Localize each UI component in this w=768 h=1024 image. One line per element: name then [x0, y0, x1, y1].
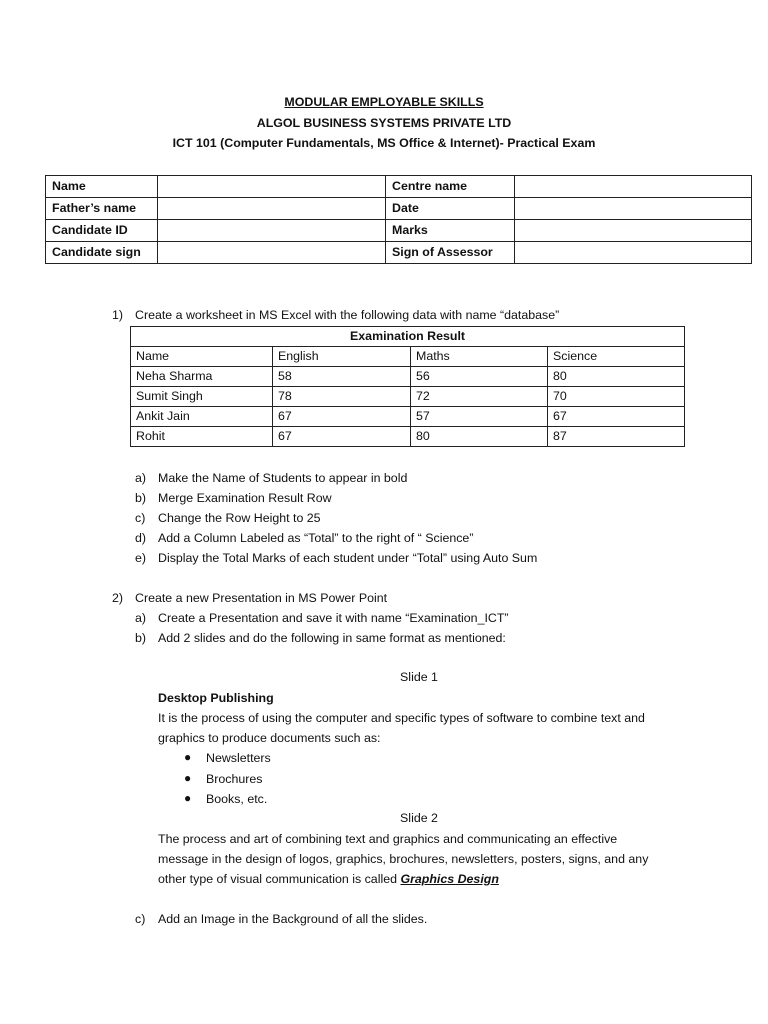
table-cell: Rohit [131, 427, 273, 447]
task-label: b) [135, 491, 147, 505]
slide-2-label: Slide 2 [400, 811, 438, 825]
table-cell: 87 [548, 427, 685, 447]
table-row [131, 407, 685, 427]
task-text: Create a Presentation and save it with name “Examination_ICT” [158, 611, 509, 625]
table-cell: 67 [548, 407, 685, 427]
task-text: Add an Image in the Background of all the slides. [158, 912, 428, 926]
info-label: Marks [386, 220, 515, 242]
table-cell: Neha Sharma [131, 367, 273, 387]
father-name-value-cell[interactable] [158, 198, 386, 220]
table-cell: Sumit Singh [131, 387, 273, 407]
table-title: Examination Result [131, 327, 685, 347]
table-cell: 70 [548, 387, 685, 407]
table-row [131, 427, 685, 447]
table-cell: 57 [411, 407, 548, 427]
question-text: Create a new Presentation in MS Power Point [135, 591, 388, 605]
info-label: Candidate sign [46, 242, 158, 264]
table-row [46, 198, 752, 220]
table-cell: Ankit Jain [131, 407, 273, 427]
info-label: Name [46, 176, 158, 198]
table-row [131, 387, 685, 407]
task-text: Display the Total Marks of each student under “Total” using Auto Sum [158, 551, 538, 565]
candidate-id-value-cell[interactable] [158, 220, 386, 242]
task-label: d) [135, 531, 147, 545]
table-cell: 72 [411, 387, 548, 407]
task-label: b) [135, 631, 147, 645]
centre-name-value-cell[interactable] [515, 176, 752, 198]
list-item: Books, etc. [206, 792, 268, 806]
table-cell: 67 [273, 407, 411, 427]
task-text: Add 2 slides and do the following in same format as mentioned: [158, 631, 506, 645]
table-cell: 67 [273, 427, 411, 447]
task-label: e) [135, 551, 147, 565]
task-label: c) [135, 511, 146, 525]
date-value-cell[interactable] [515, 198, 752, 220]
table-title-row [131, 327, 685, 347]
question-text: Create a worksheet in MS Excel with the following data with name “database” [135, 308, 560, 322]
question-number: 2) [112, 591, 124, 605]
slide-1-heading: Desktop Publishing [158, 691, 274, 705]
table-cell: 56 [411, 367, 548, 387]
table-cell: 78 [273, 387, 411, 407]
task-label: a) [135, 471, 147, 485]
info-label: Father’s name [46, 198, 158, 220]
name-value-cell[interactable] [158, 176, 386, 198]
header-title: MODULAR EMPLOYABLE SKILLS [284, 95, 484, 109]
table-row [46, 220, 752, 242]
table-cell: 80 [411, 427, 548, 447]
list-item: Newsletters [206, 751, 271, 765]
candidate-info-table [45, 175, 752, 264]
table-cell: 80 [548, 367, 685, 387]
task-text: Merge Examination Result Row [158, 491, 332, 505]
task-label: a) [135, 611, 147, 625]
slide-1-label: Slide 1 [400, 670, 438, 684]
slide-2-text: other type of visual communication is called [158, 872, 401, 886]
list-item: Brochures [206, 772, 263, 786]
table-row [46, 176, 752, 198]
slide-2-text: The process and art of combining text and graphics and communicating an effective [158, 832, 618, 846]
table-row [131, 367, 685, 387]
info-label: Date [386, 198, 515, 220]
marks-value-cell[interactable] [515, 220, 752, 242]
bullet-icon: ● [184, 750, 192, 764]
examination-result-table [130, 326, 685, 447]
header-company: ALGOL BUSINESS SYSTEMS PRIVATE LTD [256, 116, 512, 130]
column-header: Maths [411, 347, 548, 367]
table-cell: 58 [273, 367, 411, 387]
info-label: Sign of Assessor [386, 242, 515, 264]
bullet-icon: ● [184, 771, 192, 785]
info-label: Centre name [386, 176, 515, 198]
header-exam: ICT 101 (Computer Fundamentals, MS Office & Internet)- Practical Exam [172, 136, 596, 150]
task-text: Make the Name of Students to appear in bold [158, 471, 408, 485]
task-label: c) [135, 912, 146, 926]
task-text: Change the Row Height to 25 [158, 511, 321, 525]
column-header: Name [131, 347, 273, 367]
slide-2-text: message in the design of logos, graphics, brochures, newsletters, posters, signs, and any [158, 852, 649, 866]
slide-1-text: graphics to produce documents such as: [158, 731, 381, 745]
task-text: Add a Column Labeled as “Total” to the right of “ Science” [158, 531, 474, 545]
question-number: 1) [112, 308, 124, 322]
graphics-design-term: Graphics Design [400, 872, 499, 886]
column-header: Science [548, 347, 685, 367]
assessor-sign-value-cell[interactable] [515, 242, 752, 264]
info-label: Candidate ID [46, 220, 158, 242]
table-row [46, 242, 752, 264]
candidate-sign-value-cell[interactable] [158, 242, 386, 264]
slide-1-text: It is the process of using the computer and specific types of software to combine text and [158, 711, 645, 725]
slide-2-text-line [158, 871, 499, 887]
column-header: English [273, 347, 411, 367]
bullet-icon: ● [184, 791, 192, 805]
table-header-row [131, 347, 685, 367]
